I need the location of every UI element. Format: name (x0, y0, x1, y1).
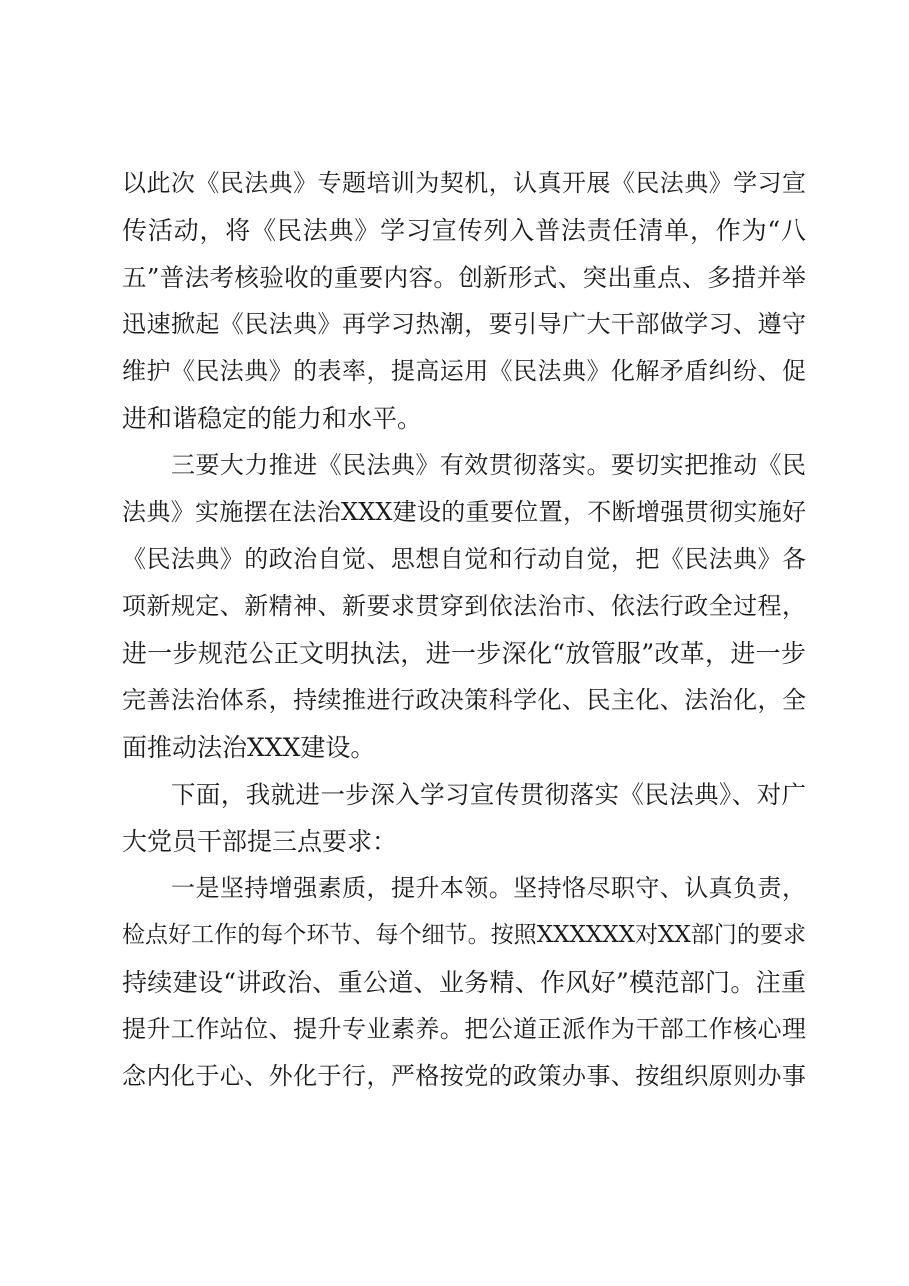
text-line: 进和谐稳定的能力和水平。 (122, 404, 423, 433)
text-line: 以此次《民法典》专题培训为契机，认真开展《民法典》学习宣 (122, 169, 806, 197)
text-line: 下面，我就进一步深入学习宣传贯彻落实《民法典》、对广 (171, 780, 806, 809)
text-line: 维护《民法典》的表率，提高运用《民法典》化解矛盾纠纷、促 (122, 357, 806, 385)
text-line: 三要大力推进《民法典》有效贯彻落实。要切实把推动《民 (171, 451, 806, 479)
document-body (122, 160, 806, 1100)
text-line: 提升工作站位、提升专业素养。把公道正派作为干部工作核心理 (122, 1015, 806, 1043)
text-line: 《民法典》的政治自觉、思想自觉和行动自觉，把《民法典》各 (122, 545, 806, 573)
text-line: 持续建设“讲政治、重公道、业务精、作风好”模范部门。注重 (122, 968, 806, 997)
text-line: 大党员干部提三点要求： (122, 827, 398, 856)
text-line: 项新规定、新精神、新要求贯穿到依法治市、依法行政全过程， (122, 592, 806, 620)
text-line: 念内化于心、外化于行，严格按党的政策办事、按组织原则办事 (122, 1062, 806, 1090)
text-line: 传活动，将《民法典》学习宣传列入普法责任清单，作为“八 (122, 216, 806, 245)
text-line: 五”普法考核验收的重要内容。创新形式、突出重点、多措并举 (122, 263, 806, 292)
text-line: 进一步规范公正文明执法，进一步深化“放管服”改革，进一步 (122, 639, 806, 668)
text-line: 法典》实施摆在法治XXX建设的重要位置，不断增强贯彻实施好 (122, 498, 806, 526)
text-line: 一是坚持增强素质，提升本领。坚持恪尽职守、认真负责， (171, 874, 806, 902)
text-line: 迅速掀起《民法典》再学习热潮，要引导广大干部做学习、遵守 (122, 310, 806, 338)
text-line: 完善法治体系，持续推进行政决策科学化、民主化、法治化，全 (122, 686, 806, 714)
text-line: 检点好工作的每个环节、每个细节。按照XXXXXX对XX部门的要求 (122, 922, 806, 948)
text-line: 面推动法治XXX建设。 (122, 733, 376, 762)
